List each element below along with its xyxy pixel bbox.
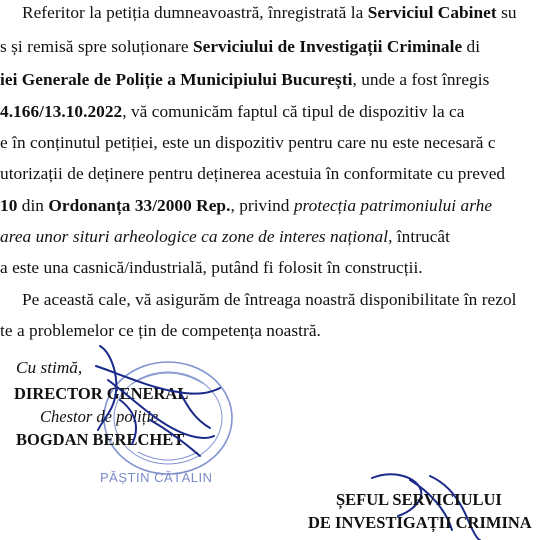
- text: , privind: [230, 196, 294, 215]
- text: te a problemelor ce țin de competența noastră.: [0, 321, 321, 340]
- text: utorizații de deținere pentru deținerea acestuia în conformitate cu preved: [0, 164, 506, 183]
- right-signatory-title: ȘEFUL SERVICIULUI: [336, 490, 502, 509]
- text: su: [496, 3, 517, 22]
- registration-number: 4.166/13.10.2022: [0, 102, 123, 121]
- text: întrucât: [392, 227, 450, 246]
- text: din: [17, 196, 49, 215]
- text: di: [462, 37, 481, 56]
- article-number: 10: [0, 196, 18, 215]
- stamp-name: PĂȘTIN CĂTĂLIN: [100, 470, 213, 485]
- ordinance-title: protecția patrimoniului arhe: [293, 196, 493, 215]
- text: Referitor la petiția dumneavoastră, înregistrată la: [22, 3, 368, 22]
- text: s și remisă spre soluționare: [0, 37, 193, 56]
- dept-investigations: Serviciului de Investigații Criminale: [192, 37, 463, 56]
- dept-general: iei Generale de Poliție a Municipiului București: [0, 70, 353, 89]
- left-signatory-title: DIRECTOR GENERAL: [14, 384, 189, 403]
- left-signatory-rank: Chestor de poliție: [40, 407, 159, 426]
- text: , vă comunicăm faptul că tipul de dispozitiv la ca: [122, 102, 465, 121]
- right-signatory-department: DE INVESTIGAȚII CRIMINA: [308, 513, 532, 532]
- ordinance-ref: Ordonanța 33/2000 Rep.: [48, 196, 231, 215]
- dept-cabinet: Serviciul Cabinet: [367, 3, 497, 22]
- text: a este una casnică/industrială, putând fi folosit în construcții.: [0, 258, 423, 277]
- text: , unde a fost înregis: [352, 70, 490, 89]
- ordinance-title-cont: area unor situri arheologice ca zone de interes național,: [0, 227, 393, 246]
- closing-salutation: Cu stimă,: [16, 358, 83, 377]
- text: e în conținutul petiției, este un dispozitiv pentru care nu este necesară c: [0, 133, 496, 152]
- left-signatory-name: BOGDAN BERECHET: [16, 430, 185, 449]
- text: Pe această cale, vă asigurăm de întreaga noastră disponibilitate în rezol: [22, 290, 517, 309]
